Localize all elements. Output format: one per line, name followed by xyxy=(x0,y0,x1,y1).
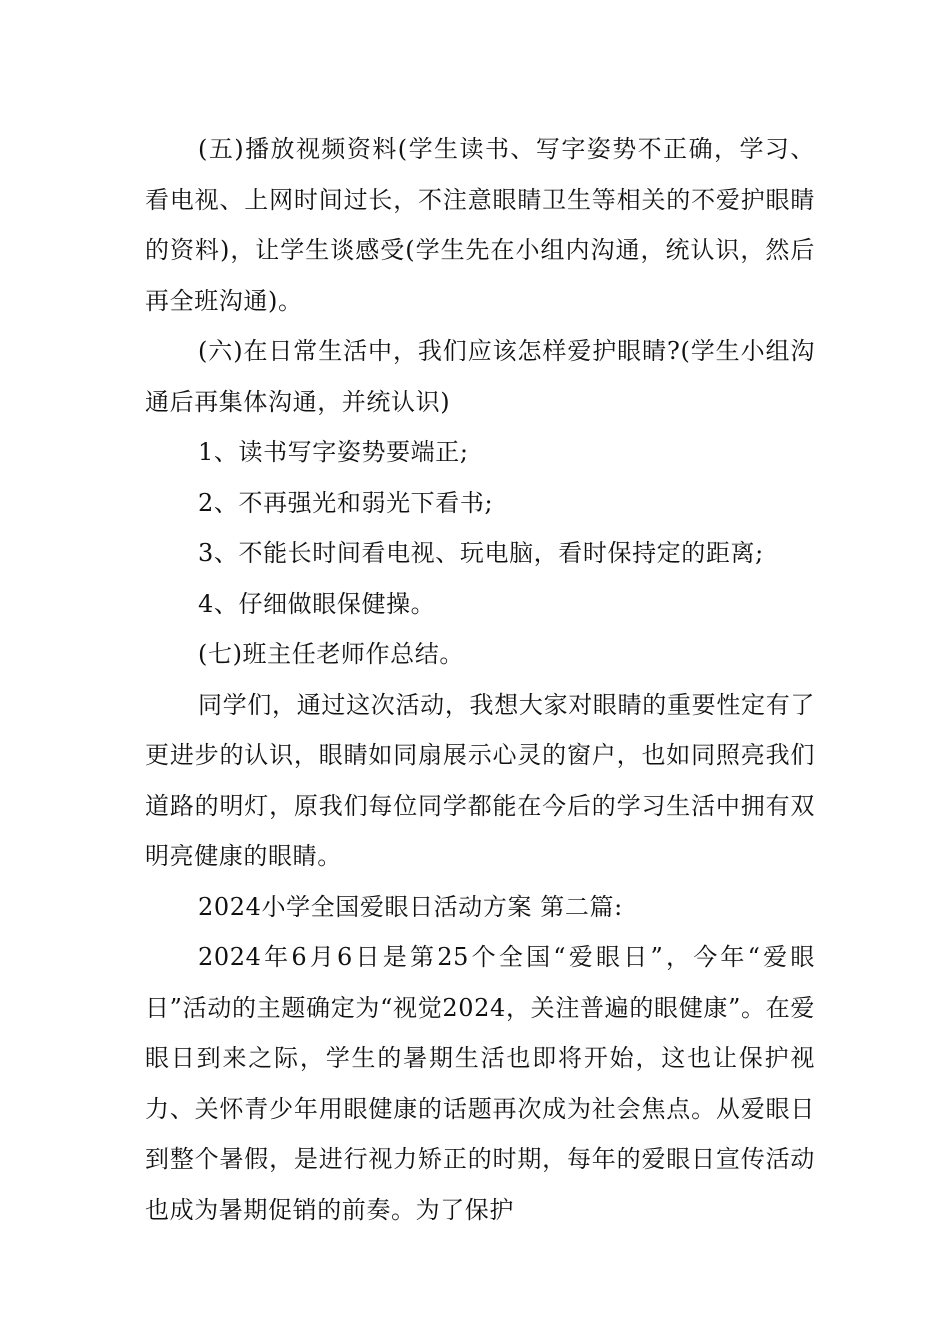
list-item: 3、不能长时间看电视、玩电脑，看时保持定的距离; xyxy=(198,539,764,567)
paragraph-teacher-summary: (七)班主任老师作总结。 xyxy=(198,640,464,668)
list-item: 1、读书写字姿势要端正; xyxy=(198,438,469,466)
list-item: 2、不再强光和弱光下看书; xyxy=(198,488,494,517)
paragraph-video-materials: (五)播放视频资料(学生读书、写字姿势不正确，学习、看电视、上网时间过长，不注意眼睛卫生等相关的不爱护眼睛的资料)，让学生谈感受(学生先在小组内沟通，统认识，然后再全班沟通)。 xyxy=(145,135,815,315)
section-heading-part-two: 2024小学全国爱眼日活动方案 第二篇: xyxy=(198,892,623,921)
paragraph-daily-eye-care: (六)在日常生活中，我们应该怎样爱护眼睛?(学生小组沟通后再集体沟通，并统认识) xyxy=(145,337,815,416)
document-body xyxy=(145,124,815,1235)
list-item: 4、仔细做眼保健操。 xyxy=(198,589,436,618)
paragraph-closing: 同学们，通过这次活动，我想大家对眼睛的重要性定有了更进步的认识，眼睛如同扇展示心灵的窗户，也如同照亮我们道路的明灯，原我们每位同学都能在今后的学习生活中拥有双明亮健康的眼睛。 xyxy=(145,690,815,870)
paragraph-eye-day-intro: 2024年6月6日是第25个全国“爱眼日”，今年“爱眼日”活动的主题确定为“视觉2024，关注普遍的眼健康”。在爱眼日到来之际，学生的暑期生活也即将开始，这也让保护视力、关怀青少年用眼健康的话题再次成为社会焦点。从爱眼日到整个暑假，是进行视力矫正的时期，每年的爱眼日宣传活动也成为暑期促销的前奏。为了保护 xyxy=(145,943,815,1224)
